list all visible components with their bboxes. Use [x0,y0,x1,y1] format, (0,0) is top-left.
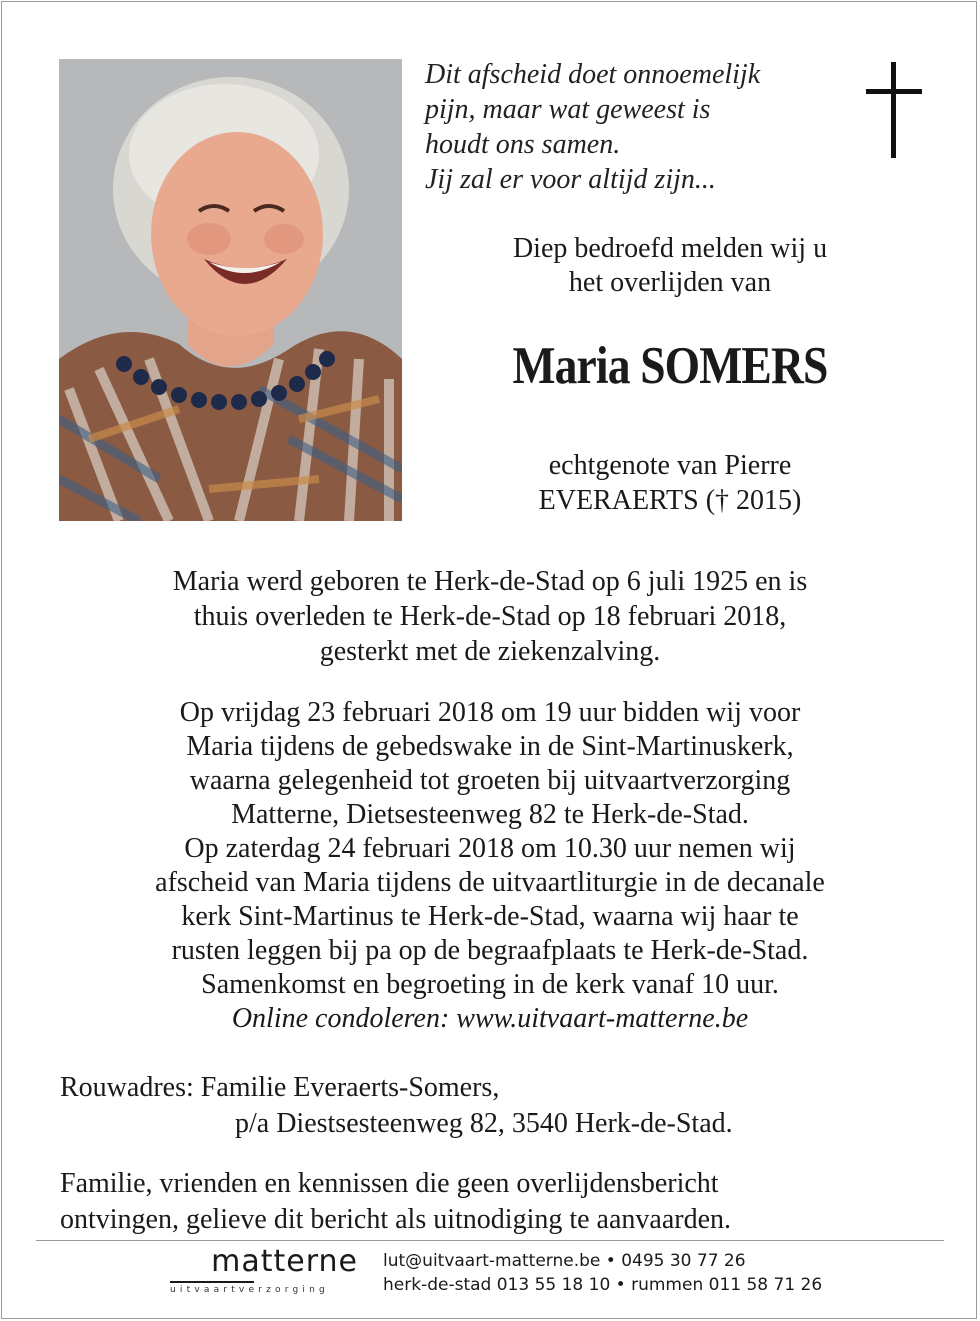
deceased-name: Maria SOMERS [512,337,828,395]
services-line: rusten leggen bij pa op de begraafplaats te Herk-de-Stad. [171,935,809,966]
footer-contact [383,1249,903,1297]
announcement-line: Diep bedroefd melden wij u [512,233,828,264]
contact-line: herk-de-stad 013 55 18 10 • rummen 011 58 71 26 [383,1275,823,1295]
matterne-logo [168,1244,364,1300]
mourning-address [60,1070,920,1142]
spouse-line: echtgenote van Pierre [548,450,792,481]
poem-line: pijn, maar wat geweest is [425,94,711,125]
logo-rule [170,1281,254,1283]
logo-wordmark: matterne [211,1244,358,1279]
family-note-line: ontvingen, gelieve dit bericht als uitnodiging te aanvaarden. [60,1204,732,1235]
announcement-line: het overlijden van [568,267,772,298]
family-note-line: Familie, vrienden en kennissen die geen overlijdensbericht [60,1168,719,1199]
logo-subtitle: uitvaartverzorging [170,1285,329,1295]
family-note [60,1166,940,1238]
address-line: Rouwadres: Familie Everaerts-Somers, [60,1072,500,1103]
contact-line: lut@uitvaart-matterne.be • 0495 30 77 26 [383,1251,746,1271]
bio-line: thuis overleden te Herk-de-Stad op 18 februari 2018, [193,601,787,632]
announcement [440,232,900,300]
poem-line: Dit afscheid doet onnoemelijk [425,59,761,90]
services-line: waarna gelegenheid tot groeten bij uitvaartverzorging [189,765,791,796]
services-line: Matterne, Dietsesteenweg 82 te Herk-de-Stad. [231,799,749,830]
poem-line: Jij zal er voor altijd zijn... [425,164,716,195]
bio-line: Maria werd geboren te Herk-de-Stad op 6 juli 1925 en is [172,566,808,597]
services-line: Op zaterdag 24 februari 2018 om 10.30 uur nemen wij [184,833,796,864]
services-paragraph [40,696,940,1036]
services-line: Op vrijdag 23 februari 2018 om 19 uur bidden wij voor [179,697,801,728]
poem-line: houdt ons samen. [425,129,621,160]
online-condolence-link[interactable]: Online condoleren: www.uitvaart-matterne.be [231,1003,749,1034]
bio-paragraph [40,564,940,669]
poem [425,57,845,197]
spouse-line: EVERAERTS († 2015) [538,485,802,516]
address-line: p/a Diestsesteenweg 82, 3540 Herk-de-Stad. [235,1108,733,1139]
bio-line: gesterkt met de ziekenzalving. [319,636,661,667]
cross-icon [866,62,922,158]
services-line: Samenkomst en begroeting in de kerk vanaf 10 uur. [201,969,779,1000]
portrait-photo [59,59,402,521]
footer-divider [36,1240,944,1241]
services-line: kerk Sint-Martinus te Herk-de-Stad, waarna wij haar te [181,901,799,932]
services-line: Maria tijdens de gebedswake in de Sint-Martinuskerk, [186,731,794,762]
spouse-info [440,448,900,518]
services-line: afscheid van Maria tijdens de uitvaartliturgie in de decanale [155,867,825,898]
